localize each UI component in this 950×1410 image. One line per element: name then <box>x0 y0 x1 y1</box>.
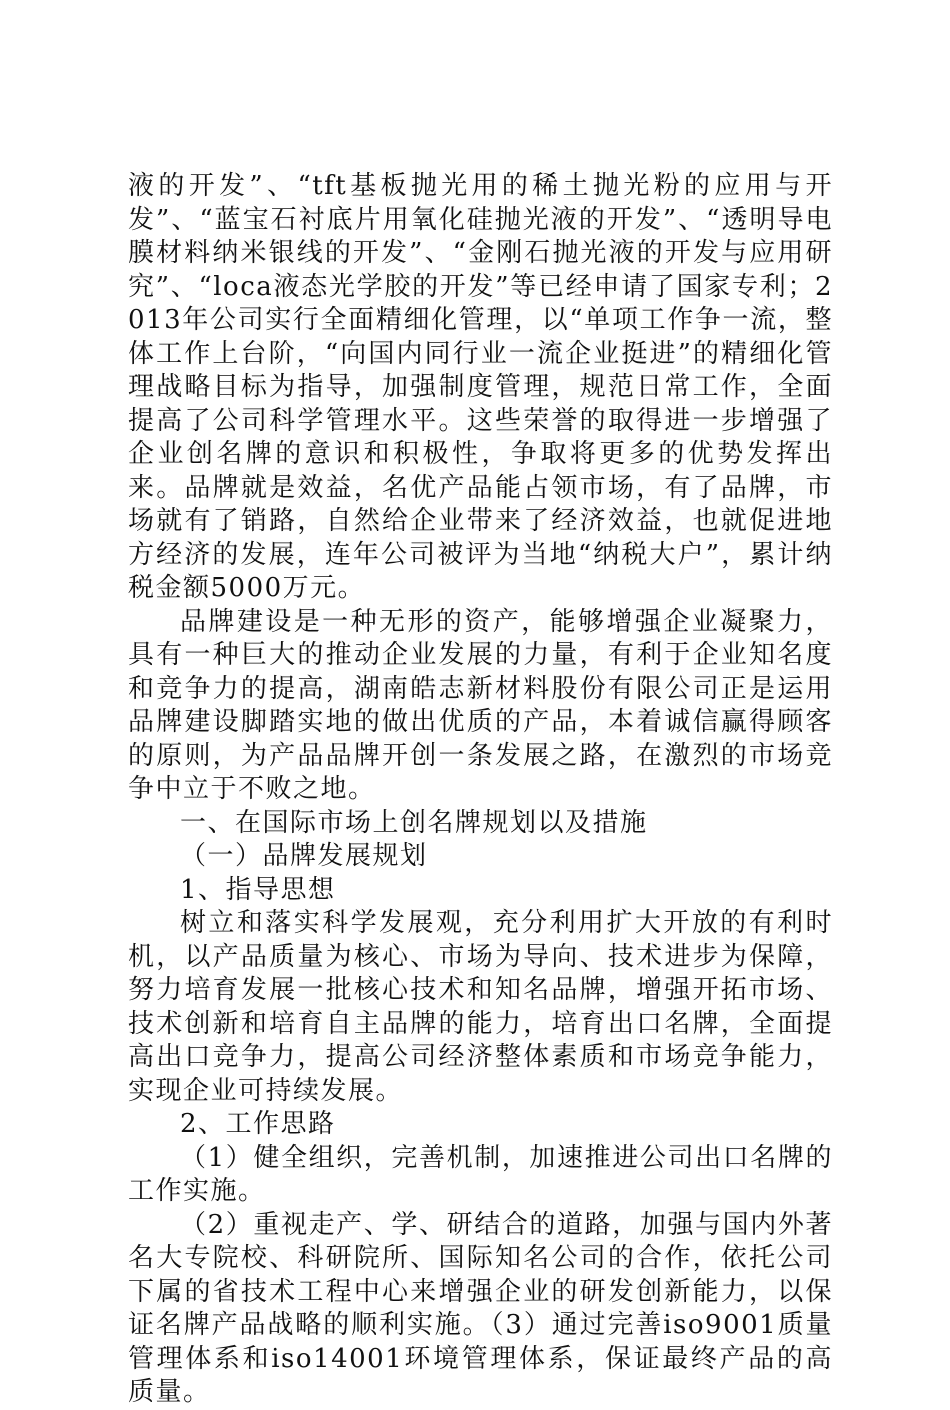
heading-section-1: 一、在国际市场上创名牌规划以及措施 <box>180 807 648 838</box>
heading-work-plan: 2、工作思路 <box>180 1109 336 1139</box>
paragraph-work-item-1: （1）健全组织，完善机制，加速推进公司出口名牌的工作实施。 <box>128 1142 833 1206</box>
paragraph-patents: 液的开发”、“tft基板抛光用的稀土抛光粉的应用与开发”、“蓝宝石衬底片用氧化硅抛光液的开发”、“透明导电膜材料纳米银线的开发”、“金刚石抛光液的开发与应用研究”、“loca液态光学胶的开发”等已经申请了国家专利；2013年公司实行全面精细化管理，以“单项工作争一流，整体工作上台阶，“向国内同行业一流企业挺进”的精细化管理战略目标为指导，加强制度管理，规范日常工作，全面提高了公司科学管理水平。这些荣誉的取得进一步增强了企业创名牌的意识和积极性，争取将更多的优势发挥出来。品牌就是效益，名优产品能占领市场，有了品牌，市场就有了销路，自然给企业带来了经济效益，也就促进地方经济的发展，连年公司被评为当地“纳税大户”，累计纳税金额5000万元。 <box>128 171 833 603</box>
paragraph-guiding-thought: 树立和落实科学发展观，充分利用扩大开放的有利时机，以产品质量为核心、市场为导向、技术进步为保障，努力培育发展一批核心技术和知名品牌，增强开拓市场、技术创新和培育自主品牌的能力，培育出口名牌，全面提高出口竞争力，提高公司经济整体素质和市场竞争能力，实现企业可持续发展。 <box>128 908 833 1106</box>
heading-guiding-thought: 1、指导思想 <box>180 874 336 905</box>
heading-subsection-1: （一）品牌发展规划 <box>180 841 428 871</box>
paragraph-work-item-2: （2）重视走产、学、研结合的道路，加强与国内外著名大专院校、科研院所、国际知名公司的合作，依托公司下属的省技术工程中心来增强企业的研发创新能力，以保证名牌产品战略的顺利实施。（3）通过完善iso9001质量管理体系和iso14001环境管理体系，保证最终产品的高质量。 <box>128 1209 833 1407</box>
paragraph-brand-building: 品牌建设是一种无形的资产，能够增强企业凝聚力，具有一种巨大的推动企业发展的力量，有利于企业知名度和竞争力的提高，湖南皓志新材料股份有限公司正是运用品牌建设脚踏实地的做出优质的产品，本着诚信赢得顾客的原则，为产品品牌开创一条发展之路，在激烈的市场竞争中立于不败之地。 <box>128 606 833 804</box>
document-body <box>128 170 833 1410</box>
